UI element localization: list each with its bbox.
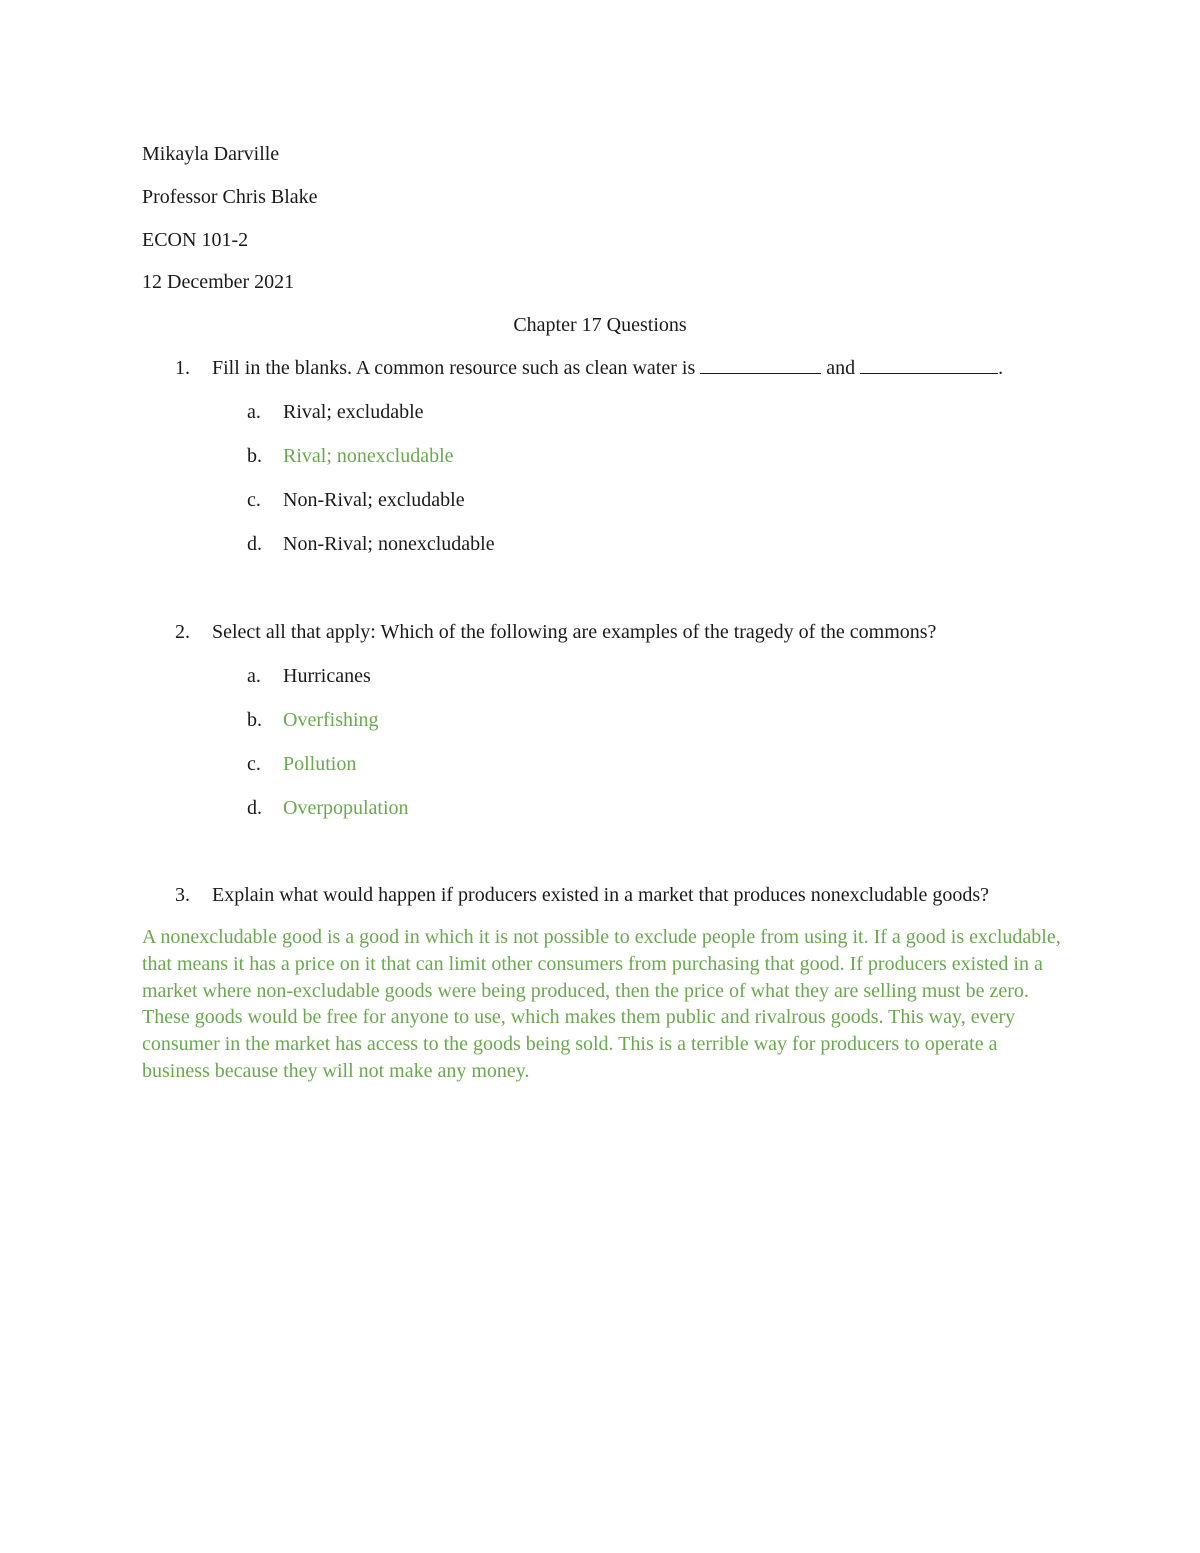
- question-1-text: [212, 356, 1003, 380]
- q2-option-b-letter: b.: [247, 709, 262, 731]
- course-code: ECON 101-2: [142, 229, 249, 251]
- question-1-text-middle: and: [821, 357, 861, 379]
- q1-option-a-text: Rival; excludable: [283, 401, 424, 423]
- q2-option-b-text: Overfishing: [283, 709, 379, 731]
- question-3-answer: A nonexcludable good is a good in which it is not possible to exclude people from using it. If a good is excludable, that means it has a price on it that can limit other consumers from purchasing that good. If producers existed in a market where non-excludable goods were being produced, then the price of what they are selling must be zero. These goods would be free for anyone to use, which makes them public and rivalrous goods. This way, every consumer in the market has access to the goods being sold. This is a terrible way for producers to operate a business because they will not make any money.: [142, 926, 1061, 1082]
- question-2-text: Select all that apply: Which of the following are examples of the tragedy of the commons?: [212, 621, 937, 643]
- fill-blank-1: [700, 357, 821, 374]
- q1-option-c-letter: c.: [247, 489, 261, 511]
- question-3-number: 3.: [175, 884, 190, 906]
- question-1-text-end: .: [998, 357, 1004, 379]
- question-1-number: 1.: [175, 357, 190, 379]
- q1-option-a-letter: a.: [247, 401, 261, 423]
- question-1-text-before: Fill in the blanks. A common resource such as clean water is: [212, 357, 701, 379]
- question-3-text: Explain what would happen if producers existed in a market that produces nonexcludable goods?: [212, 884, 989, 906]
- fill-blank-2: [860, 357, 998, 374]
- document-title: Chapter 17 Questions: [513, 314, 687, 336]
- student-name: Mikayla Darville: [142, 143, 280, 165]
- q2-option-d-text: Overpopulation: [283, 797, 409, 819]
- q1-option-b-letter: b.: [247, 445, 262, 467]
- q1-option-b-text: Rival; nonexcludable: [283, 445, 454, 467]
- q2-option-d-letter: d.: [247, 797, 262, 819]
- professor-name: Professor Chris Blake: [142, 186, 318, 208]
- q1-option-d-text: Non-Rival; nonexcludable: [283, 533, 495, 555]
- q2-option-a-letter: a.: [247, 665, 261, 687]
- q2-option-c-letter: c.: [247, 753, 261, 775]
- document-date: 12 December 2021: [142, 271, 295, 293]
- q2-option-a-text: Hurricanes: [283, 665, 371, 687]
- q1-option-d-letter: d.: [247, 533, 262, 555]
- question-2-number: 2.: [175, 621, 190, 643]
- q1-option-c-text: Non-Rival; excludable: [283, 489, 465, 511]
- q2-option-c-text: Pollution: [283, 753, 357, 775]
